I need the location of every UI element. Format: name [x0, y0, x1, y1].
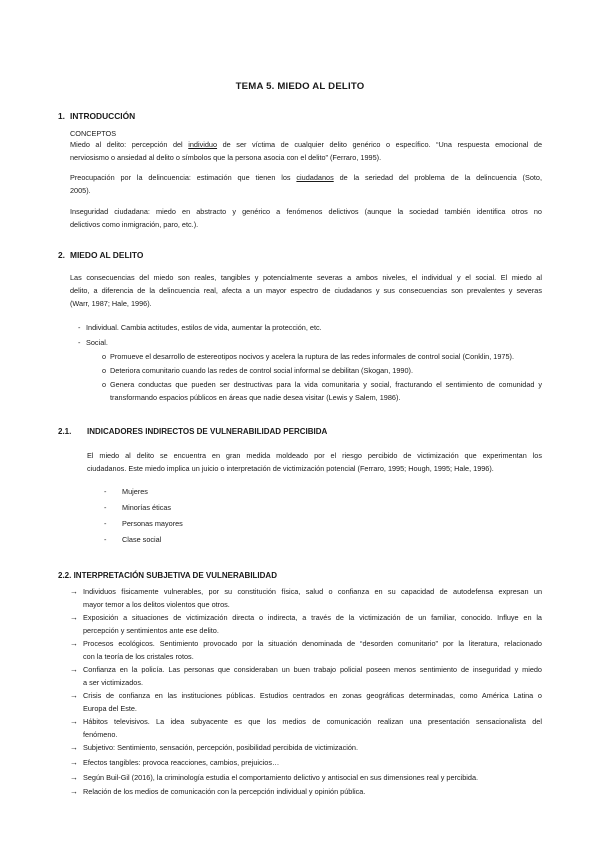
section-2-para-line3: (Warr, 1987; Hale, 1996).	[70, 299, 152, 308]
list-item: Minorías éticas	[122, 503, 172, 512]
vuln-item-2-line2: percepción y sentimientos ante ese delito.	[83, 626, 219, 635]
sub-bullet-3-line2: transformando espacios públicos en áreas que nadie desea visitar (Lewis y Salem, 1986).	[110, 393, 401, 402]
section-2-2-heading: 2.2. INTERPRETACIÓN SUBJETIVA DE VULNERABILIDAD	[58, 571, 277, 580]
arrow-right-icon: →	[70, 787, 78, 796]
vuln-item-9: Según Buil-Gil (2016), la criminología estudia el comportamiento delictivo y antisocial en sus dimensiones real y percibida.	[83, 773, 479, 782]
vuln-item-2-line1: Exposición a situaciones de victimización directa o indirecta, a través de la victimización de un familiar, conocido. Influye en la	[83, 613, 542, 622]
page-title: TEMA 5. MIEDO AL DELITO	[235, 81, 365, 92]
arrow-right-icon: →	[70, 639, 78, 648]
bullet-individual: Individual. Cambia actitudes, estilos de vida, aumentar la protección, etc.	[86, 323, 322, 332]
arrow-right-icon: →	[70, 665, 78, 674]
miedo-text-underlined: individuo	[188, 140, 218, 149]
dash-bullet: -	[104, 535, 107, 544]
vuln-item-5-line2: Europa del Este.	[83, 704, 137, 713]
list-item: Mujeres	[122, 487, 148, 496]
preocupacion-line1	[70, 172, 542, 183]
list-item: Clase social	[122, 535, 162, 544]
dash-bullet: -	[104, 503, 107, 512]
section-2-1-heading: INDICADORES INDIRECTOS DE VULNERABILIDAD PERCIBIDA	[87, 427, 328, 436]
section-2-1-para-line1: El miedo al delito se encuentra en gran medida moldeado por el riesgo percibido de victimización que experimentan los	[87, 451, 542, 460]
miedo-definition-line2: nerviosismo o ansiedad al delito o símbolos que la persona asocia con el delito” (Ferraro, 1995).	[70, 153, 382, 162]
arrow-right-icon: →	[70, 717, 78, 726]
vuln-item-3-line1: Procesos ecológicos. Sentimiento provocado por la situación denominada de “desorden comunitario” por la literatura, relacionado	[83, 639, 542, 648]
list-item: Personas mayores	[122, 519, 183, 528]
miedo-definition-line1	[70, 139, 542, 150]
section-2-1-number: 2.1.	[58, 427, 72, 436]
vuln-item-4-line2: a ser victimizados.	[83, 678, 144, 687]
vuln-item-7: Subjetivo: Sentimiento, sensación, percepción, posibilidad percibida de victimización.	[83, 743, 359, 752]
sub-bullet-2: Deteriora comunitario cuando las redes de control social informal se debilitan (Skogan, 1990).	[110, 366, 413, 375]
arrow-right-icon: →	[70, 758, 78, 767]
inseguridad-line1: Inseguridad ciudadana: miedo en abstracto y genérico a fenómenos delictivos (aunque la sociedad también identifica otros no	[70, 207, 542, 216]
sub-bullet-1: Promueve el desarrollo de estereotipos nocivos y acelera la ruptura de las redes informales de control social (Conklin, 1975).	[110, 352, 514, 361]
section-2-number: 2.	[58, 250, 65, 260]
vuln-item-1-line2: mayor temor a los delitos violentos que otros.	[83, 600, 230, 609]
preocupacion-text-b: de la seriedad del problema de la delincuencia (Soto,	[339, 173, 543, 182]
vuln-item-3-line2: con la teoría de los cristales rotos.	[83, 652, 194, 661]
section-2-para-line2: delito, a diferencia de la delincuencia real, afecta a un mayor espectro de ciudadanos y sus consecuencias son prevalentes y severas	[70, 286, 542, 295]
dash-bullet: -	[104, 519, 107, 528]
conceptos-label: CONCEPTOS	[70, 129, 117, 138]
arrow-right-icon: →	[70, 691, 78, 700]
preocupacion-text-a: Preocupación por la delincuencia: estimación que tienen los	[70, 173, 291, 182]
dash-bullet: -	[78, 323, 81, 332]
vuln-item-6-line1: Hábitos televisivos. La idea subyacente es que los medios de comunicación realizan una presentación sensacionalista del	[83, 717, 542, 726]
section-1-heading: INTRODUCCIÓN	[70, 111, 136, 121]
vuln-item-6-line2: fenómeno.	[83, 730, 118, 739]
inseguridad-line2: delictivos como inmigración, paro, etc.).	[70, 220, 199, 229]
circle-bullet-icon: o	[102, 352, 107, 361]
section-2-para-line1: Las consecuencias del miedo son reales, tangibles y potencialmente severas a ambos niveles, el individual y el social. El miedo al	[70, 273, 542, 282]
sub-bullet-3-line1: Genera conductas que pueden ser destructivas para la vida comunitaria y social, fracturando el sentimiento de comunidad y	[110, 380, 542, 389]
vuln-item-5-line1: Crisis de confianza en las instituciones públicas. Estudios centrados en zonas geográficas determinadas, como América Latina o	[83, 691, 542, 700]
arrow-right-icon: →	[70, 743, 78, 752]
dash-bullet: -	[78, 338, 81, 347]
preocupacion-text-underlined: ciudadanos	[296, 173, 334, 182]
arrow-right-icon: →	[70, 587, 78, 596]
circle-bullet-icon: o	[102, 380, 107, 389]
vuln-item-8: Efectos tangibles: provoca reacciones, cambios, prejuicios…	[83, 758, 280, 767]
vuln-item-1-line1: Individuos físicamente vulnerables, por su constitución física, salud o confianza en su capacidad de autodefensa expresan un	[83, 587, 542, 596]
vuln-item-10: Relación de los medios de comunicación con la percepción individual y opinión pública.	[83, 787, 366, 796]
section-1-number: 1.	[58, 111, 65, 121]
circle-bullet-icon: o	[102, 366, 107, 375]
arrow-right-icon: →	[70, 613, 78, 622]
section-2-heading: MIEDO AL DELITO	[70, 250, 144, 260]
preocupacion-line2: 2005).	[70, 186, 91, 195]
miedo-text-b: de ser víctima de cualquier delito genérico o específico. “Una respuesta emocional de	[222, 140, 542, 149]
bullet-social: Social.	[86, 338, 108, 347]
miedo-text-a: Miedo al delito: percepción del	[70, 140, 183, 149]
vuln-item-4-line1: Confianza en la policía. Las personas que consideraban un buen trabajo policial poseen menos sentimiento de inseguridad y miedo	[83, 665, 542, 674]
arrow-right-icon: →	[70, 773, 78, 782]
section-2-1-para-line2: ciudadanos. Este miedo implica un juicio o interpretación de victimización potencial (Ferraro, 1995; Hough, 1995; Hale, 1996).	[87, 464, 494, 473]
dash-bullet: -	[104, 487, 107, 496]
